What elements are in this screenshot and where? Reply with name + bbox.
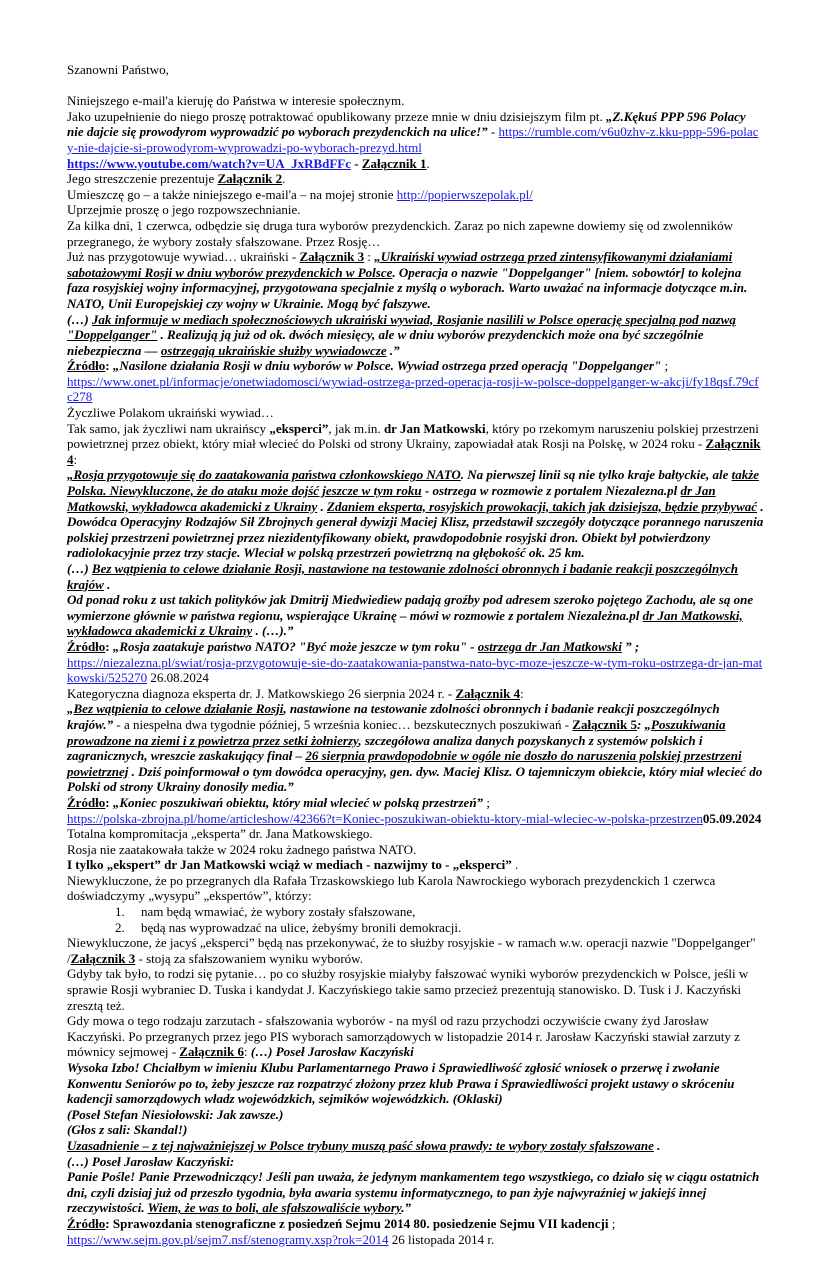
zrodlo-4-title: Sprawozdania stenograficzne z posiedzeń Sejmu 2014 80. posiedzenie Sejmu VII kadencji <box>112 1215 609 1231</box>
zrodlo-2-underlined: ostrzega dr Jan Matkowski <box>477 638 622 654</box>
youtube-link[interactable]: https://www.youtube.com/watch?v=UA_JxRBdFFc <box>67 155 352 171</box>
zrodlo-colon-2: : <box>105 638 113 654</box>
zalacznik-4-label-2: Załącznik 4 <box>455 685 521 701</box>
polska-zbrojna-link[interactable]: https://polska-zbrojna.pl/home/articleshow/42366?t=Koniec-poszukiwan-obiektu-ktory-mial-wleciec-w-polska-przestrzen <box>67 810 703 826</box>
strona-line <box>67 187 764 203</box>
speech-interjection-2: (Głos z sali: Skandal!) <box>67 1122 188 1138</box>
zrodlo-1-title: „Nasilone działania Rosji w dniu wyborów w Polsce. Wywiad ostrzega przed operacją "Doppelganger" <box>112 358 662 374</box>
gdybytak-paragraph: Gdyby tak było, to rodzi się pytanie… po co służby rosyjskie miałyby fałszować wyniki wyborów prezydenckich w Polsce, jeśli w sprawie Rosji wybraniec D. Tuska i kandydat J. Kaczyńskiego takie samo przecież prezentują stanowisko. D. Tusk i J. Kaczyński zresztą też. <box>67 966 749 1013</box>
bez-quote-tail: - a niespełna dwa tygodnie później, 5 września koniec… bezskutecznych poszukiwań - <box>113 716 573 732</box>
list-marker: 2. <box>115 919 125 935</box>
bez-watpienia-quote-paragraph <box>67 701 764 795</box>
zrodlo-2-title: „Rosja zaatakuje państwo NATO? "Być może jeszcze w tym roku" - <box>112 638 478 654</box>
niewykluczone-2-post: - stoją za sfałszowaniem wyniku wyborów. <box>135 950 363 966</box>
speech-2-end: .” <box>401 1200 412 1216</box>
posz-quote-u2: 26 sierpnia prawdopodobnie w ogóle nie doszło do naruszenia polskiej przestrzeni powietrznej <box>67 748 742 779</box>
dash-separator: - <box>487 124 499 140</box>
zrodlo-2-line <box>67 639 764 655</box>
spacer <box>67 78 764 94</box>
bezwat-underlined: Bez wątpienia to celowe działanie Rosji, nastawione na testowanie zdolności obronnych i badanie reakcji poszczególnych krajów <box>67 561 738 592</box>
zrodlo-2-end: ” ; <box>621 638 640 654</box>
gdymowa-paragraph <box>67 1013 764 1060</box>
matkowski-quote-mid3: . <box>317 498 327 514</box>
film-lead-text: Jako uzupełnienie do niego proszę potraktować opublikowany przeze mnie w dniu dzisiejszym film pt. <box>67 108 606 124</box>
posz-quote-u1: Poszukiwania prowadzone na ziemi i z powietrza przez setki żołnierzy <box>67 716 726 748</box>
taksamo-paragraph <box>67 421 764 468</box>
odponad-underlined: dr Jan Matkowski, wykładowca akademicki z Ukrainy <box>67 607 743 639</box>
film-announcement-paragraph <box>67 109 764 156</box>
polska-zbrojna-line <box>67 811 764 827</box>
zyczliwe-line: Życzliwe Polakom ukraiński wywiad… <box>67 405 274 421</box>
zrodlo-3-title: „Koniec poszukiwań obiektu, który miał wlecieć w polską przestrzeń” <box>112 794 484 810</box>
speech-interjection-1: (Poseł Stefan Niesiołowski: Jak zawsze.) <box>67 1106 284 1122</box>
niezalezna-url-line <box>67 655 764 686</box>
itylko-end: . <box>511 857 519 873</box>
zrodlo-label-3: Źródło <box>67 794 106 810</box>
list-marker: 1. <box>115 904 125 920</box>
list-item <box>67 920 764 936</box>
zrodlo-colon-3: : <box>105 794 113 810</box>
itylko-bold: I tylko „ekspert” dr Jan Matkowski wciąż w mediach - nazwijmy to - „eksperci” <box>67 857 512 873</box>
zrodlo-colon-4: : <box>105 1215 113 1231</box>
sejm-url-line <box>67 1232 764 1248</box>
bez-quote-underlined: Bez wątpienia to celowe działanie Rosji <box>73 701 284 717</box>
uzasadnienie-line <box>67 1138 764 1154</box>
zrodlo-3-line <box>67 795 764 811</box>
uzasadnienie-underlined: Uzasadnienie – z tej najważniejszej w Polsce trybuny muszą paść słowa prawdy: te wybory zostały sfałszowane <box>67 1137 654 1153</box>
matkowski-quote-end: . <box>757 498 764 514</box>
zalacznik-4-label: Załącznik 4 <box>67 436 761 467</box>
zalacznik-1-label: Załącznik 1 <box>361 155 427 171</box>
zalacznik-3-label-2: Załącznik 3 <box>70 950 136 966</box>
speech-paragraph-2 <box>67 1169 764 1216</box>
bezwat-prefix: (…) <box>67 561 92 576</box>
colon-1: : <box>73 451 78 467</box>
matkowski-quote-paragraph <box>67 467 764 514</box>
niewykluczone-2-pre: Niewykluczone, że jacyś „eksperci” będą nas przekonywać, że to służby rosyjskie - w ramach w.w. operacji nazwie "Doppelganger" / <box>67 935 756 966</box>
zrodlo-3-semicolon: ; <box>483 794 490 810</box>
onet-url-line <box>67 374 764 405</box>
uprzejmie-line: Uprzejmie proszę o jego rozpowszechnianie. <box>67 202 301 218</box>
posel-kaczynski-1: (…) Poseł Jarosław Kaczyński <box>250 1044 414 1060</box>
taksamo-mid: , jak m.in. <box>328 420 384 436</box>
zrodlo-label-1: Źródło <box>67 358 106 374</box>
zalacznik-5-label: Załącznik 5 <box>572 716 637 732</box>
matkowski-quote-u3: dr Jan Matkowski, wykładowca akademicki z Ukrainy <box>67 483 716 514</box>
matkowski-quote-mid1: . Na pierwszej linii są nie tylko kraje bałtyckie, ale <box>460 467 732 483</box>
colon-2: : <box>520 685 524 701</box>
ukr-quote-underlined: „Ukraiński wywiad ostrzega przed zintensyfikowanymi działaniami sabotażowymi Rosji w dniu wyborów prezydenckich w Polsce <box>67 249 733 280</box>
ukr-quote-2-end: .” <box>386 342 400 358</box>
odponad-text: Od ponad roku z ust takich polityków jak Dmitrij Miedwiediew padają groźby pod adresem szeroko pojętego Zachodu, ale są one wymierzone głównie w państwa regionu, wspierające Ukrainę – mówi w rozmowie z portalem Niezależna.pl <box>67 592 754 623</box>
zrodlo-label-2: Źródło <box>67 638 106 654</box>
posz-quote-open: : „ <box>636 716 652 732</box>
speech-2-underlined: Wiem, że was to boli, ale sfałszowaliście wybory <box>147 1200 402 1216</box>
list-item-text: będą nas wyprowadzać na ulice, żebyśmy bronili demokracji. <box>141 919 462 935</box>
odponad-end: . (…).” <box>252 623 294 639</box>
youtube-dash: - <box>351 155 362 171</box>
niewykluczone-1-paragraph: Niewykluczone, że po przegranych dla Rafała Trzaskowskiego lub Karola Nawrockiego wyborach prezydenckich 1 czerwca doświadczymy „wysypu” „ekspertów”, którzy: <box>67 872 716 904</box>
list-item-text: nam będą wmawiać, że wybory zostały sfałszowane, <box>141 904 416 920</box>
rosja-nie-line: Rosja nie zaatakowała także w 2024 roku żadnego państwa NATO. <box>67 841 417 857</box>
matkowski-quote-u1: „Rosja przygotowuje się do zaatakowania państwa członkowskiego NATO <box>67 467 461 483</box>
zalacznik-2-label: Załącznik 2 <box>217 171 283 187</box>
sejm-link[interactable]: https://www.sejm.gov.pl/sejm7.nsf/stenogramy.xsp?rok=2014 <box>67 1231 389 1247</box>
zrodlo-4-semicolon: ; <box>608 1215 616 1231</box>
gdymowa-text: Gdy mowa o tego rodzaju zarzutach - sfałszowania wyborów - na myśl od razu przychodzi oczywiście cwany żyd Jarosław Kaczyński. Po przegranych przez jego PIS wyborach samorządowych w listopadzie 2014 r. Jarosław Kaczyński stawiał zarzuty z mównicy sejmowej - <box>67 1013 740 1060</box>
taksamo-rest: , który po rzekomym naruszeniu polskiej przestrzeni powietrznej przez obiekt, który miał wlecieć do Polski od strony Ukrainy, zapowiadał atak Rosji na Polskę, w 2024 roku - <box>67 420 759 452</box>
juznas-lead: Już nas przygotowuje wywiad… ukraiński - <box>67 249 300 265</box>
posz-quote-mid: , szczegółowa analiza danych pozyskanych z systemów polskich i zagranicznych, wreszcie zaskakujący finał – <box>67 732 703 764</box>
bez-quote-rest: , nastawione na testowanie zdolności obronnych i badanie reakcji poszczególnych krajów.” <box>67 701 720 732</box>
bezwatpienia-paragraph <box>67 561 764 592</box>
ellipsis-prefix: (…) <box>67 311 92 327</box>
matkowski-quote-mid2: - ostrzega w rozmowie z portalem Niezalezna.pl <box>421 483 681 499</box>
matkowski-quote-u2: także Polska. Niewykluczone, że do ataku może dojść jeszcze w tym roku <box>67 467 760 499</box>
juznas-colon: : <box>364 249 375 265</box>
popierwszepolak-link[interactable]: http://popierwszepolak.pl/ <box>396 186 533 202</box>
posel-kaczynski-2: (…) Poseł Jarosław Kaczyński: <box>67 1153 235 1169</box>
zrodlo-1-line <box>67 358 764 374</box>
period-1: . <box>426 155 430 171</box>
posz-quote-end: . Dziś poinformował o tym dowódca operacyjny, gen. dyw. Maciej Klisz. O tajemniczym obiekcie, który miał wlecieć do Polski od strony Ukrainy donosiły media.” <box>67 763 763 795</box>
dr-jan-matkowski-name: dr Jan Matkowski <box>383 420 486 436</box>
zalacznik-6-label: Załącznik 6 <box>179 1044 244 1060</box>
zal6-colon: : <box>243 1044 251 1060</box>
greeting: Szanowni Państwo, <box>67 62 169 77</box>
zrodlo-colon-1: : <box>105 358 113 374</box>
streszczenie-text: Jego streszczenie prezentuje <box>67 171 218 187</box>
totalna-line: Totalna kompromitacja „eksperta” dr. Jana Matkowskiego. <box>67 826 373 842</box>
matkowski-quote-u4: Zdaniem eksperta, rosyjskich prowokacji, takich jak dzisiejsza, będzie przybywać <box>327 498 758 514</box>
zalacznik-3-label: Załącznik 3 <box>299 249 365 265</box>
film-title: „Z.Kękuś PPP 596 Polacy nie dajcie się prowodyrom wyprowadzić po wyborach prezydenckich na ulice!” <box>67 108 746 140</box>
itylko-line <box>67 857 764 873</box>
expert-claims-list <box>67 904 764 935</box>
ukr-quote-2-middle: . Realizują ją już od ok. dwóch miesięcy, ale w dniu wyborów prezydenckich może ona być szczególnie niebezpieczna — <box>67 327 704 358</box>
sejm-date: 26 listopada 2014 r. <box>388 1231 495 1247</box>
ukr-quote-2-underlined-a: Jak informuje w mediach społecznościowych ukraiński wywiad, Rosjanie nasilili w Polsce operację specjalną pod nazwą "Doppelganger" <box>67 311 736 343</box>
streszczenie-line <box>67 171 764 187</box>
niezalezna-link[interactable]: https://niezalezna.pl/swiat/rosja-przygotowuje-sie-do-zaatakowania-panstwa-nato-byc-moze-jeszcze-w-tym-roku-ostrzega-dr-jan-matkowski/525270 <box>67 654 763 686</box>
zrodlo-label-4: Źródło <box>67 1215 106 1231</box>
youtube-line <box>67 156 764 172</box>
juznas-paragraph <box>67 249 764 311</box>
strona-text: Umieszczę go – a także niniejszego e-mail'a – na mojej stronie <box>67 186 397 202</box>
niezalezna-date: 26.08.2024 <box>147 670 209 686</box>
taksamo-lead: Tak samo, jak życzliwi nam ukraińscy <box>67 420 270 436</box>
ukr-quote-2-paragraph <box>67 312 764 359</box>
ukr-quote-rest: . Operacja o nazwie "Doppelganger" [niem. sobowtór] to kolejna faza rosyjskiej wojny informacyjnej, przygotowana specjalnie z myślą o wyborach. Warto uważać na informacje dotyczące m.in. NATO, Unii Europejskiej czy wojny w Ukrainie. Mogą być fałszywe. <box>67 264 748 311</box>
onet-link[interactable]: https://www.onet.pl/informacje/onetwiadomosci/wywiad-ostrzega-przed-operacja-rosji-w-polsce-doppelganger-w-akcji/fy18qsf.79cfc278 <box>67 373 759 405</box>
kategoryczna-text: Kategoryczna diagnoza eksperta dr. J. Matkowskiego 26 sierpnia 2024 r. - <box>67 685 456 701</box>
quote-open-1: „ <box>67 701 74 717</box>
ukr-quote-2-underlined-b: ostrzegają ukraińskie służby wywiadowcze <box>160 342 387 358</box>
list-item <box>67 904 764 920</box>
intro-paragraph: Niniejszego e-mail'a kieruję do Państwa w interesie społecznym. <box>67 93 405 109</box>
polska-zbrojna-date: 05.09.2024 <box>702 810 762 826</box>
eksperci-bold: „eksperci” <box>269 420 329 436</box>
rumble-link[interactable]: https://rumble.com/v6u0zhv-z.kku-ppp-596-polacy-nie-dajcie-si-prowodyrom-wyprowadzi-po-wyborach-prezyd.html <box>67 124 759 155</box>
uzasadnienie-end: . <box>653 1137 661 1153</box>
odponad-paragraph <box>67 592 764 639</box>
speech-paragraph-1: Wysoka Izbo! Chciałbym w imieniu Klubu Parlamentarnego Prawo i Sprawiedliwość zgłosić wniosek o przerwę i zwołanie Konwentu Seniorów po to, żeby jeszcze raz rozpatrzyć złożony przez klub Prawa i Sprawiedliwości projekt ustawy o skróceniu kadencji samorządowych władz wojewódzkich, sejmików wojewódzkich. (Oklaski) <box>67 1060 735 1107</box>
speech-2-text: Panie Pośle! Panie Przewodniczący! Jeśli pan uważa, że jedynym mankamentem tego wszystkiego, co działo się w ciągu ostatnich dni, czyli dzisiaj już od przeszło tygodnia, była awaria systemu informatycznego, to pan żyje najwyraźniej w jakiejś innej rzeczywistości. <box>67 1169 760 1216</box>
zakilka-paragraph: Za kilka dni, 1 czerwca, odbędzie się druga tura wyborów prezydenckich. Zaraz po nich zapewne dowiemy się od zwolenników przegranego, że wybory zostały sfałszowane. Przez Rosję… <box>67 217 733 249</box>
niewykluczone-2-paragraph <box>67 935 764 966</box>
period-2: . <box>282 171 286 187</box>
dowodca-paragraph: Dowódca Operacyjny Rodzajów Sił Zbrojnych generał dywizji Maciej Klisz, przedstawił szczegóły dotyczące porannego naruszenia polskiej przestrzeni powietrznej przez niezidentyfikowany obiekt, prawdopodobnie rosyjski dron. Obiekt był potwierdzony radiolokacyjnie przez trzy stacje. Wleciał w polską przestrzeń powietrzną na głębokość ok. 25 km. <box>67 514 764 561</box>
zrodlo-1-semicolon: ; <box>661 358 669 374</box>
bezwat-end: . <box>103 576 111 592</box>
kategoryczna-line <box>67 686 764 702</box>
zrodlo-4-line <box>67 1216 764 1232</box>
